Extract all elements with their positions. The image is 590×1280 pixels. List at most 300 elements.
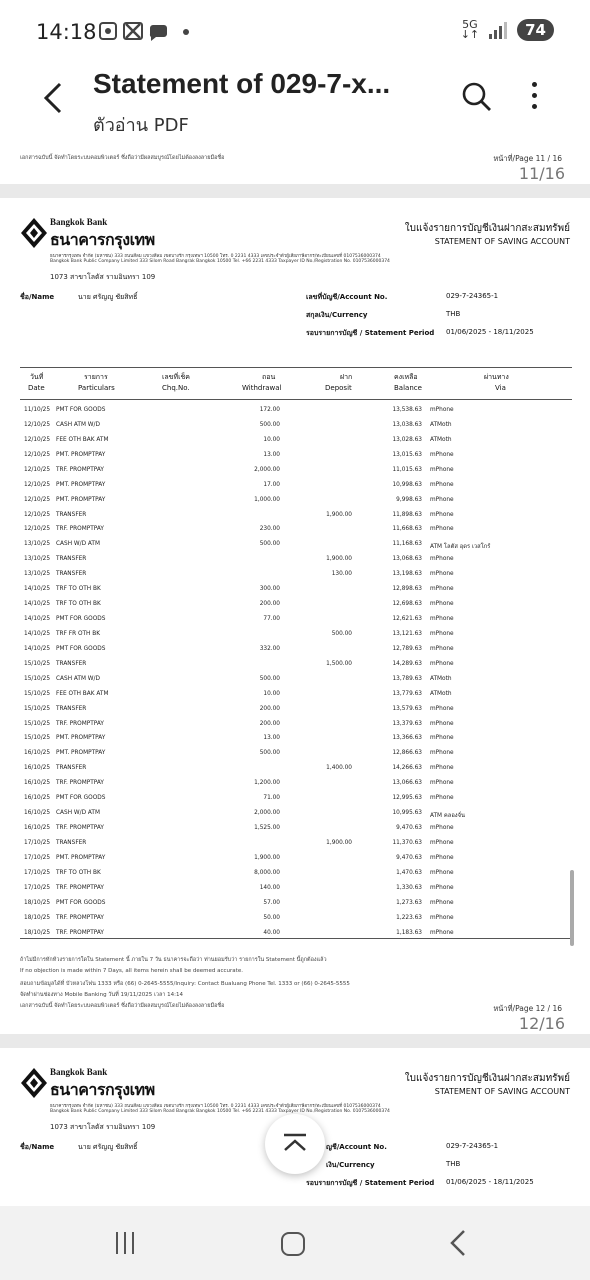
cell-date: 16/10/25 [24,810,51,817]
cell-part: TRANSFER [56,765,87,772]
table-row [0,582,590,597]
cell-dep: 1,900.00 [326,511,352,518]
table-row [0,433,590,448]
cell-wd: 500.00 [259,750,280,757]
bangkok-bank-logo-icon [20,1067,48,1099]
name-value: นาย ศรัญญู ชัยสิทธิ์ [78,293,138,301]
cell-bal: 12,995.63 [392,795,422,802]
cell-date: 14/10/25 [24,586,51,593]
cell-bal: 13,579.63 [392,705,422,712]
cell-wd: 17.00 [263,481,280,488]
app-subtitle: ตัวอ่าน PDF [93,115,189,136]
cell-date: 16/10/25 [24,795,51,802]
objection-note-en: If no objection is made within 7 Days, all items herein shall be deemed accurate. [20,968,243,974]
cell-date: 17/10/25 [24,884,51,891]
cell-via: mPhone [430,929,454,936]
table-top-rule [20,367,572,368]
cell-bal: 9,470.63 [396,854,422,861]
cell-via: mPhone [430,526,454,533]
bank-address-en: Bangkok Bank Public Company Limited 333 Silom Road Bangrak Bangkok 10500 Tel. +66 2231 4333 Taxpayer ID No./Registration No. 0107536000374 [50,259,390,264]
table-row [0,702,590,717]
cell-bal: 10,998.63 [392,481,422,488]
table-row [0,746,590,761]
col-dep-th: ฝาก [340,373,353,381]
statement-title-en: STATEMENT OF SAVING ACCOUNT [434,237,570,246]
cell-date: 14/10/25 [24,616,51,623]
col-chq-en: Chq.No. [162,384,190,392]
cell-wd: 40.00 [263,929,280,936]
period-value: 01/06/2025 - 18/11/2025 [446,328,534,336]
cell-via: mPhone [430,750,454,757]
cell-part: PMT. PROMPTPAY [56,735,106,742]
notification-icons [98,20,194,47]
cell-date: 18/10/25 [24,914,51,921]
cell-via: mPhone [430,481,454,488]
cell-date: 15/10/25 [24,735,51,742]
double-chevron-up-icon [281,1132,309,1156]
table-row [0,851,590,866]
cell-wd: 172.00 [259,407,280,413]
table-row [0,642,590,657]
cell-wd: 200.00 [259,705,280,712]
cell-part: PMT. PROMPTPAY [56,481,106,488]
cell-bal: 12,898.63 [392,586,422,593]
cell-via: mPhone [430,720,454,727]
cell-dep: 1,500.00 [326,660,352,667]
statement-title-th: ใบแจ้งรายการบัญชีเงินฝากสะสมทรัพย์ [404,223,570,234]
currency-label: เงิน/Currency [326,1161,375,1169]
cell-date: 16/10/25 [24,750,51,757]
table-row [0,806,590,821]
cell-part: TRF. PROMPTPAY [56,914,104,921]
cell-part: TRANSFER [56,556,87,563]
cell-part: PMT FOR GOODS [56,616,106,623]
cell-via: ATM โลตัส อุดร เวสโกร์ [430,544,491,551]
cell-bal: 12,621.63 [392,616,422,623]
table-row [0,463,590,478]
account-value: 029-7-24365-1 [446,1142,499,1150]
cell-via: ATMoth [430,436,452,443]
cell-date: 12/10/25 [24,496,51,503]
cell-date: 14/10/25 [24,645,51,652]
document-title: Statement of 029-7-x... [93,68,391,99]
cell-part: CASH ATM W/D [56,675,100,682]
battery-icon: 74 [517,19,554,41]
table-row [0,821,590,836]
table-row [0,478,590,493]
cell-via: mPhone [430,869,454,876]
page-footer-note: เอกสารฉบับนี้ จัดทำโดยระบบคอมพิวเตอร์ ซึ่งถือว่ามีผลสมบูรณ์โดยไม่ต้องลงลายมือชื่อ [20,1003,225,1009]
table-row [0,896,590,911]
pdf-page-11 [0,142,590,184]
cell-dep: 500.00 [331,630,352,637]
cell-wd: 500.00 [259,675,280,682]
cell-part: TRF TO OTH BK [56,869,101,876]
objection-note-th: ถ้าไม่มีการทักท้วงรายการใดใน Statement นี้ ภายใน 7 วัน ธนาคารจะถือว่า ท่านยอมรับว่า รายการใน Statement นี้ถูกต้องแล้ว [20,957,327,963]
cell-via: mPhone [430,630,454,637]
cell-via: mPhone [430,884,454,891]
cell-part: FEE OTH BAK ATM [56,690,109,697]
cell-date: 12/10/25 [24,526,51,533]
cell-wd: 140.00 [259,884,280,891]
cell-via: mPhone [430,780,454,787]
cell-part: TRF. PROMPTPAY [56,884,104,891]
cell-via: mPhone [430,899,454,906]
cell-bal: 11,898.63 [392,511,422,518]
cell-date: 18/10/25 [24,929,51,936]
cell-via: ATMoth [430,675,452,682]
table-bottom-rule [20,938,572,939]
cell-bal: 9,470.63 [396,825,422,832]
page-indicator: 12/16 [518,1014,565,1033]
cell-part: TRANSFER [56,660,87,667]
cell-date: 16/10/25 [24,780,51,787]
network-label: 5G [462,18,478,31]
inquiry-note: สอบถามข้อมูลได้ที่ บัวหลวงโฟน 1333 หรือ (66) 0-2645-5555/Inquiry: Contact Bualuang Phone Tel. 1333 or (66) 0-2645-5555 [20,981,350,987]
page-indicator: 11/16 [518,164,565,183]
cell-via: mPhone [430,586,454,593]
cell-wd: 332.00 [259,645,280,652]
cell-bal: 1,183.63 [396,929,422,936]
cell-dep: 1,400.00 [326,765,352,772]
table-row [0,731,590,746]
cell-date: 15/10/25 [24,720,51,727]
cell-part: TRANSFER [56,839,87,846]
cell-bal: 14,289.63 [392,660,422,667]
cell-part: PMT. PROMPTPAY [56,451,106,458]
col-via-th: ผ่านทาง [484,373,509,381]
cell-date: 15/10/25 [24,690,51,697]
cell-bal: 13,779.63 [392,690,422,697]
col-bal-th: คงเหลือ [394,373,418,381]
table-row [0,776,590,791]
cell-wd: 2,000.00 [254,466,280,473]
app-bar [0,62,590,142]
home-button[interactable] [281,1232,305,1256]
cell-part: PMT. PROMPTPAY [56,750,106,757]
cell-wd: 77.00 [263,616,280,623]
col-part-th: รายการ [84,373,108,381]
account-value: 029-7-24365-1 [446,292,499,300]
cell-bal: 12,866.63 [392,750,422,757]
period-label: รอบรายการบัญชี / Statement Period [306,329,435,337]
cell-wd: 13.00 [263,735,280,742]
search-button[interactable] [460,80,494,114]
cell-bal: 13,789.63 [392,675,422,682]
table-row [0,627,590,642]
cell-date: 17/10/25 [24,869,51,876]
cell-bal: 13,538.63 [392,407,422,413]
cell-part: TRF. PROMPTPAY [56,825,104,832]
currency-label: สกุลเงิน/Currency [306,311,368,319]
cell-bal: 12,698.63 [392,601,422,608]
more-vert-icon [524,82,544,109]
table-row [0,403,590,418]
cell-bal: 12,789.63 [392,645,422,652]
cell-via: mPhone [430,511,454,518]
table-header-rule [20,399,572,400]
col-date-th: วันที่ [30,373,44,381]
cell-date: 12/10/25 [24,481,51,488]
table-row [0,881,590,896]
table-row [0,612,590,627]
bank-name-en: Bangkok Bank [50,217,108,227]
nav-back-button[interactable] [448,1228,468,1264]
cell-via: mPhone [430,795,454,802]
cell-date: 12/10/25 [24,421,51,428]
cell-wd: 10.00 [263,436,280,443]
cell-wd: 500.00 [259,421,280,428]
table-row [0,687,590,702]
col-part-en: Particulars [78,384,115,392]
pdf-viewer[interactable] [0,142,590,1206]
cell-part: TRF TO OTH BK [56,601,101,608]
name-label: ชื่อ/Name [20,1143,55,1151]
cell-part: TRANSFER [56,511,87,518]
cell-bal: 13,068.63 [392,556,422,563]
cell-wd: 8,000.00 [254,869,280,876]
cell-date: 11/10/25 [24,407,51,413]
status-bar [0,0,590,62]
cell-part: PMT. PROMPTPAY [56,854,106,861]
cell-wd: 200.00 [259,601,280,608]
bangkok-bank-logo-icon [20,217,48,249]
cell-date: 13/10/25 [24,541,51,548]
cell-date: 14/10/25 [24,601,51,608]
branch-label: 1073 สาขาโลตัส รามอินทรา 109 [50,1123,156,1131]
table-row [0,657,590,672]
cell-date: 13/10/25 [24,571,51,578]
cell-date: 16/10/25 [24,765,51,772]
status-time: 14:18 [36,20,97,44]
table-row [0,493,590,508]
cell-date: 12/10/25 [24,436,51,443]
bank-address-th: ธนาคารกรุงเทพ จำกัด (มหาชน) 333 ถนนสีลม แขวงสีลม เขตบางรัก กรุงเทพฯ 10500 โทร. 0 2231 4333 เลขประจำตัวผู้เสียภาษีอากร/ทะเบียนเลขที่ 0107536000374 [50,254,381,259]
recent-apps-button[interactable] [116,1232,140,1254]
cell-part: PMT. PROMPTPAY [56,496,106,503]
statement-title-th: ใบแจ้งรายการบัญชีเงินฝากสะสมทรัพย์ [404,1073,570,1084]
cell-bal: 13,198.63 [392,571,422,578]
cell-date: 12/10/25 [24,511,51,518]
status-right [461,19,554,41]
cell-via: ATMoth [430,421,452,428]
cell-via: mPhone [430,466,454,473]
cell-part: TRF. PROMPTPAY [56,780,104,787]
name-value: นาย ศรัญญู ชัยสิทธิ์ [78,1143,138,1151]
bank-logo [20,1067,180,1097]
cell-bal: 1,273.63 [396,899,422,906]
cell-date: 12/10/25 [24,451,51,458]
table-row [0,522,590,537]
cell-via: mPhone [430,854,454,861]
cell-via: mPhone [430,839,454,846]
cell-bal: 13,121.63 [392,630,422,637]
search-icon [460,80,494,114]
cell-bal: 11,015.63 [392,466,422,473]
cell-wd: 50.00 [263,914,280,921]
cell-part: CASH W/D ATM [56,810,100,817]
cell-bal: 13,366.63 [392,735,422,742]
more-options-button[interactable] [524,82,544,116]
account-label: ญชี/Account No. [326,1143,387,1151]
cell-wd: 57.00 [263,899,280,906]
cell-wd: 300.00 [259,586,280,593]
table-row [0,911,590,926]
cell-wd: 230.00 [259,526,280,533]
cell-via: mPhone [430,496,454,503]
table-row [0,508,590,523]
table-row [0,672,590,687]
page-footer-note: เอกสารฉบับนี้ จัดทำโดยระบบคอมพิวเตอร์ ซึ่งถือว่ามีผลสมบูรณ์โดยไม่ต้องลงลายมือชื่อ [20,155,225,161]
col-date-en: Date [28,384,45,392]
table-row [0,537,590,552]
cell-part: PMT FOR GOODS [56,645,106,652]
cell-via: mPhone [430,825,454,832]
cell-dep: 1,900.00 [326,839,352,846]
cell-part: CASH ATM W/D [56,421,100,428]
table-row [0,866,590,881]
scrollbar-thumb[interactable] [570,870,574,946]
cell-part: TRF. PROMPTPAY [56,929,104,936]
col-wd-en: Withdrawal [242,384,282,392]
cell-wd: 1,900.00 [254,854,280,861]
cell-via: mPhone [430,705,454,712]
table-row [0,448,590,463]
cell-date: 13/10/25 [24,556,51,563]
cell-via: mPhone [430,601,454,608]
cell-via: mPhone [430,616,454,623]
col-via-en: Via [495,384,506,392]
cell-bal: 13,015.63 [392,451,422,458]
signal-icon [489,21,507,39]
cell-date: 15/10/25 [24,705,51,712]
cell-bal: 1,223.63 [396,914,422,921]
bank-logo [20,217,180,247]
cell-dep: 130.00 [331,571,352,578]
status-notification-icons [98,20,194,42]
nav-back-icon [448,1228,468,1258]
cell-date: 17/10/25 [24,854,51,861]
cell-part: CASH W/D ATM [56,541,100,548]
cell-wd: 200.00 [259,720,280,727]
bank-name-th: ธนาคารกรุงเทพ [50,230,155,249]
cell-bal: 11,168.63 [392,541,422,548]
page-number-label: หน้าที่/Page 12 / 16 [493,1004,562,1013]
system-nav-bar [0,1206,590,1280]
cell-wd: 71.00 [263,795,280,802]
cell-bal: 9,998.63 [396,496,422,503]
cell-part: TRF FR OTH BK [56,630,101,637]
col-chq-th: เลขที่เช็ค [162,373,190,381]
cell-part: PMT FOR GOODS [56,795,106,802]
cell-date: 17/10/25 [24,839,51,846]
cell-bal: 13,066.63 [392,780,422,787]
col-dep-en: Deposit [325,384,352,392]
cell-wd: 13.00 [263,451,280,458]
bank-name-th: ธนาคารกรุงเทพ [50,1080,155,1099]
page-number-label: หน้าที่/Page 11 / 16 [493,154,562,163]
col-bal-en: Balance [394,384,422,392]
table-row [0,791,590,806]
col-wd-th: ถอน [262,373,276,381]
cell-bal: 1,470.63 [396,869,422,876]
cell-date: 18/10/25 [24,899,51,906]
cell-via: mPhone [430,735,454,742]
bank-address-en: Bangkok Bank Public Company Limited 333 Silom Road Bangrak Bangkok 10500 Tel. +66 2231 4333 Taxpayer ID No./Registration No. 0107536000374 [50,1109,390,1114]
cell-via: ATM คลองจั่น [430,813,466,820]
generated-note: จัดทำผ่านช่องทาง Mobile Banking วันที่ 19/11/2025 เวลา 14:14 [20,992,184,998]
name-label: ชื่อ/Name [20,293,55,301]
cell-bal: 13,379.63 [392,720,422,727]
bank-address-th: ธนาคารกรุงเทพ จำกัด (มหาชน) 333 ถนนสีลม แขวงสีลม เขตบางรัก กรุงเทพฯ 10500 โทร. 0 2231 4333 เลขประจำตัวผู้เสียภาษีอากร/ทะเบียนเลขที่ 0107536000374 [50,1104,381,1109]
cell-part: TRANSFER [56,571,87,578]
cell-wd: 500.00 [259,541,280,548]
period-value: 01/06/2025 - 18/11/2025 [446,1178,534,1186]
cell-part: FEE OTH BAK ATM [56,436,109,443]
currency-value: THB [446,1160,461,1168]
cell-via: mPhone [430,914,454,921]
cell-wd: 1,000.00 [254,496,280,503]
back-arrow-icon [38,78,68,118]
cell-bal: 13,028.63 [392,436,422,443]
cell-via: mPhone [430,407,454,413]
cell-part: PMT FOR GOODS [56,899,106,906]
cell-via: mPhone [430,645,454,652]
table-row [0,567,590,582]
cell-bal: 11,370.63 [392,839,422,846]
cell-via: ATMoth [430,690,452,697]
network-5g-icon: 5G ↓↑ [460,18,480,41]
currency-value: THB [446,310,461,318]
cell-via: mPhone [430,556,454,563]
cell-part: TRF. PROMPTPAY [56,466,104,473]
cell-via: mPhone [430,451,454,458]
cell-part: PMT FOR GOODS [56,407,106,413]
cell-date: 12/10/25 [24,466,51,473]
cell-bal: 14,266.63 [392,765,422,772]
recent-apps-icon-bar [124,1232,126,1254]
cell-part: TRF TO OTH BK [56,586,101,593]
cell-wd: 1,525.00 [254,825,280,832]
cell-date: 14/10/25 [24,630,51,637]
cell-wd: 1,200.00 [254,780,280,787]
cell-date: 15/10/25 [24,675,51,682]
bank-name-en: Bangkok Bank [50,1067,108,1077]
cell-part: TRF. PROMPTPAY [56,526,104,533]
branch-label: 1073 สาขาโลตัส รามอินทรา 109 [50,273,156,281]
account-label: เลขที่บัญชี/Account No. [306,293,388,301]
cell-part: TRANSFER [56,705,87,712]
cell-bal: 13,038.63 [392,421,422,428]
cell-bal: 10,995.63 [392,810,422,817]
cell-bal: 11,668.63 [392,526,422,533]
table-row [0,418,590,433]
cell-part: TRF. PROMPTPAY [56,720,104,727]
cell-wd: 10.00 [263,690,280,697]
cell-bal: 1,330.63 [396,884,422,891]
cell-via: mPhone [430,571,454,578]
scroll-to-top-button[interactable] [265,1114,325,1174]
cell-via: mPhone [430,660,454,667]
period-label: รอบรายการบัญชี / Statement Period [306,1179,435,1187]
table-row [0,597,590,612]
recent-apps-icon-bar [132,1232,134,1254]
back-button[interactable] [38,78,74,118]
cell-via: mPhone [430,765,454,772]
statement-title-en: STATEMENT OF SAVING ACCOUNT [434,1087,570,1096]
table-row [0,552,590,567]
cell-wd: 2,000.00 [254,810,280,817]
